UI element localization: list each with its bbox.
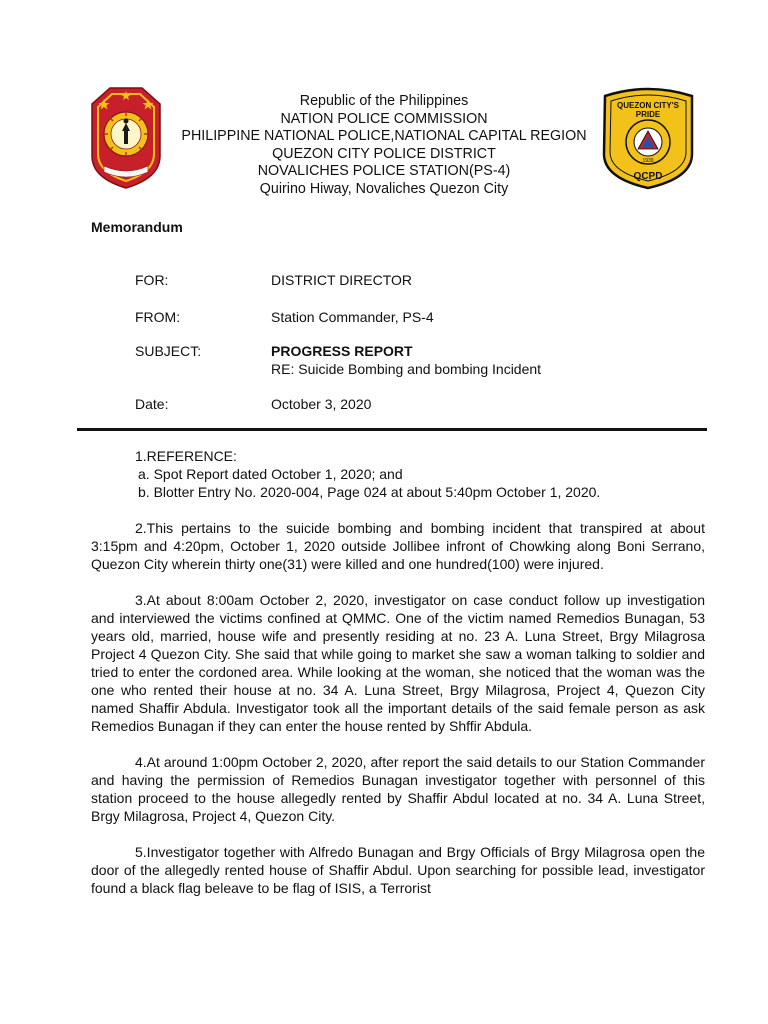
svg-text:1939: 1939 bbox=[642, 158, 654, 164]
date-label: Date: bbox=[135, 396, 169, 412]
svg-text:PRIDE: PRIDE bbox=[635, 110, 661, 119]
paragraph-4: 4.At around 1:00pm October 2, 2020, after report the said details to our Station Commander and having the permission of Remedios Bunagan investigator together with personnel of this station proceed to the house allegedly rented by Shaffir Abdul located at no. 34 A. Luna Street, Brgy Milagrosa, Project 4, Quezon City. bbox=[91, 754, 705, 824]
from-value: Station Commander, PS-4 bbox=[271, 309, 434, 325]
svg-text:QCPD: QCPD bbox=[633, 171, 663, 182]
memo-body bbox=[91, 447, 705, 897]
reference-item-b: b. Blotter Entry No. 2020-004, Page 024 at about 5:40pm October 1, 2020. bbox=[138, 484, 601, 500]
header-line-station: NOVALICHES POLICE STATION(PS-4) bbox=[257, 163, 511, 180]
subject-re: RE: Suicide Bombing and bombing Incident bbox=[271, 361, 542, 377]
reference-item-a: a. Spot Report dated October 1, 2020; and bbox=[138, 466, 403, 482]
qcpd-badge-logo bbox=[599, 86, 698, 190]
header-line-commission: NATION POLICE COMMISSION bbox=[280, 110, 488, 127]
letterhead bbox=[150, 93, 618, 199]
subject-value: PROGRESS REPORT bbox=[271, 343, 413, 359]
header-line-country: Republic of the Philippines bbox=[299, 93, 469, 109]
for-value: DISTRICT DIRECTOR bbox=[271, 272, 413, 288]
header-line-address: Quirino Hiway, Novaliches Quezon City bbox=[259, 180, 509, 197]
date-value: October 3, 2020 bbox=[271, 396, 372, 412]
svg-text:QUEZON CITY'S: QUEZON CITY'S bbox=[617, 101, 679, 110]
reference-heading: 1.REFERENCE: bbox=[135, 448, 237, 464]
header-line-pnp-region: PHILIPPINE NATIONAL POLICE,NATIONAL CAPITAL REGION bbox=[181, 128, 587, 145]
header-divider bbox=[77, 428, 707, 431]
memo-title: Memorandum bbox=[91, 219, 183, 235]
for-label: FOR: bbox=[135, 272, 169, 288]
subject-label: SUBJECT: bbox=[135, 343, 202, 359]
paragraph-3: 3.At about 8:00am October 2, 2020, investigator on case conduct follow up investigation and interviewed the victims confined at QMMC. One of the victim named Remedios Bunagan, 53 years old, married, house wife and presently residing at no. 23 A. Luna Street, Brgy Milagrosa Project 4 Quezon City. She said that while going to market she saw a woman talking to soldier and tried to enter the cordoned area. While looking at the woman, she noticed that the woman was the one who rented their house at no. 34 A. Luna Street, Brgy Milagrosa, Project 4, Quezon City named Shaffir Abdula. Investigator took all the important details of the said female person as ask Remedios Bunagan if they can enter the house rented by Shffir Abdula. bbox=[91, 592, 705, 734]
paragraph-5: 5.Investigator together with Alfredo Bunagan and Brgy Officials of Brgy Milagrosa open the door of the allegedly rented house of Shaffir Abdul. Upon searching for possible lead, investigator found a black flag beleave to be flag of ISIS, a Terrorist bbox=[91, 844, 705, 896]
header-line-district: QUEZON CITY POLICE DISTRICT bbox=[272, 145, 496, 162]
paragraph-2: 2.This pertains to the suicide bombing and bombing incident that transpired at about 3:15pm and 4:20pm, October 1, 2020 outside Jollibee infront of Chowking along Boni Serrano, Quezon City wherein thirty one(31) were killed and one hundred(100) were injured. bbox=[91, 520, 705, 572]
from-label: FROM: bbox=[135, 309, 181, 325]
